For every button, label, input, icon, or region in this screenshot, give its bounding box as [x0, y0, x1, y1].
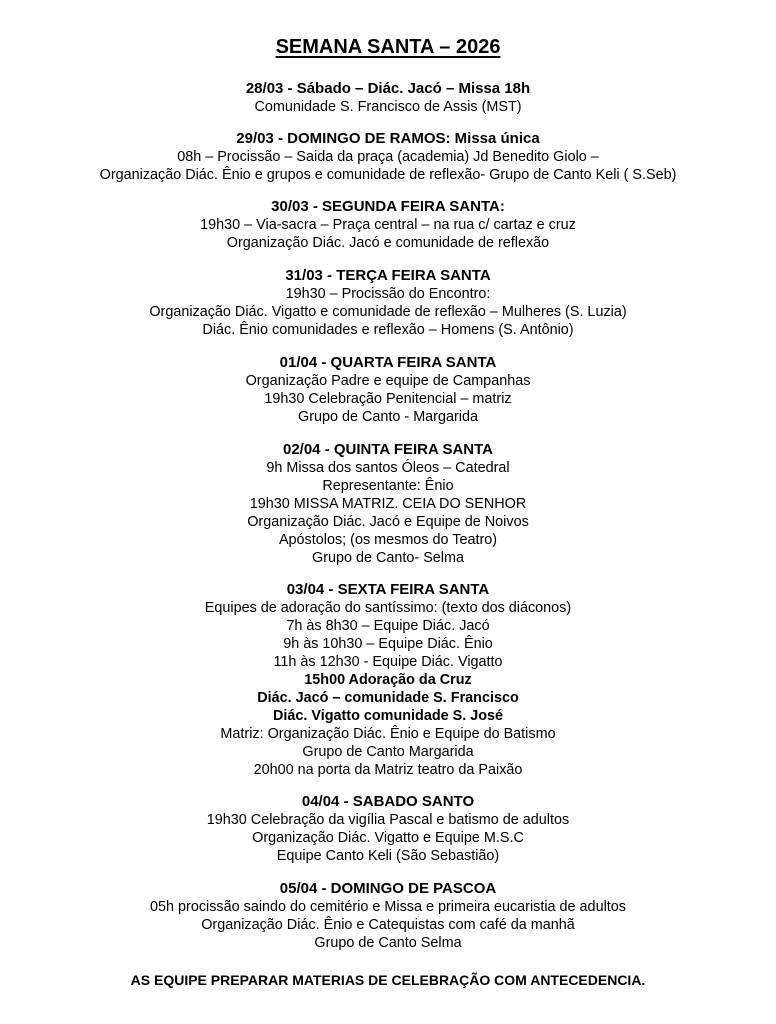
- section-heading: 02/04 - QUINTA FEIRA SANTA: [282, 441, 494, 458]
- section-line: 19h30 Celebração da vigília Pascal e batismo de adultos: [206, 812, 570, 828]
- section-heading: 28/03 - Sábado – Diác. Jacó – Missa 18h: [245, 80, 531, 97]
- section-line: 9h às 10h30 – Equipe Diác. Ênio: [283, 636, 493, 652]
- section-line: 20h00 na porta da Matriz teatro da Paixão: [253, 762, 523, 778]
- section-line: Organização Diác. Ênio e grupos e comunidade de reflexão- Grupo de Canto Keli ( S.Seb): [99, 167, 677, 183]
- schedule-section: [0, 793, 776, 865]
- section-line: 19h30 – Procissão do Encontro:: [285, 286, 491, 302]
- section-line: Equipe Canto Keli (São Sebastião): [276, 848, 500, 864]
- section-line: Comunidade S. Francisco de Assis (MST): [254, 99, 522, 115]
- section-line: Grupo de Canto - Margarida: [298, 409, 478, 425]
- schedule-section: [0, 354, 776, 426]
- section-line: 15h00 Adoração da Cruz: [304, 672, 472, 688]
- section-heading: 01/04 - QUARTA FEIRA SANTA: [279, 354, 497, 371]
- page-title: SEMANA SANTA – 2026: [275, 36, 501, 58]
- section-heading: 29/03 - DOMINGO DE RAMOS: Missa única: [236, 130, 540, 147]
- section-heading: 03/04 - SEXTA FEIRA SANTA: [286, 581, 490, 598]
- section-line: 19h30 – Via-sacra – Praça central – na rua c/ cartaz e cruz: [200, 217, 576, 233]
- section-line: 7h às 8h30 – Equipe Diác. Jacó: [286, 618, 490, 634]
- schedule-section: [0, 880, 776, 952]
- schedule-section: [0, 198, 776, 252]
- section-heading: 31/03 - TERÇA FEIRA SANTA: [285, 267, 491, 284]
- section-heading: 04/04 - SABADO SANTO: [301, 793, 475, 810]
- section-heading: 05/04 - DOMINGO DE PASCOA: [279, 880, 497, 897]
- schedule-section: [0, 441, 776, 567]
- section-line: Grupo de Canto Selma: [314, 935, 462, 951]
- section-heading: 30/03 - SEGUNDA FEIRA SANTA:: [271, 198, 505, 215]
- schedule-section: [0, 581, 776, 779]
- schedule-section: [0, 80, 776, 116]
- section-line: Organização Diác. Ênio e Catequistas com café da manhã: [201, 917, 575, 933]
- schedule-section: [0, 130, 776, 184]
- footer-note: AS EQUIPE PREPARAR MATERIAS DE CELEBRAÇÃO COM ANTECEDENCIA.: [130, 972, 646, 988]
- section-line: Organização Diác. Jacó e comunidade de reflexão: [226, 235, 550, 251]
- section-line: Organização Padre e equipe de Campanhas: [245, 373, 531, 389]
- section-line: Organização Diác. Vigatto e Equipe M.S.C: [252, 830, 524, 846]
- section-line: 9h Missa dos santos Óleos – Catedral: [266, 460, 510, 476]
- section-line: Grupo de Canto- Selma: [312, 550, 464, 566]
- section-line: Matriz: Organização Diác. Ênio e Equipe do Batismo: [220, 726, 556, 742]
- section-line: 19h30 MISSA MATRIZ. CEIA DO SENHOR: [249, 496, 527, 512]
- section-line: 05h procissão saindo do cemitério e Missa e primeira eucaristia de adultos: [150, 899, 626, 915]
- section-line: Organização Diác. Vigatto e comunidade de reflexão – Mulheres (S. Luzia): [149, 304, 627, 320]
- section-line: Equipes de adoração do santíssimo: (texto dos diáconos): [204, 600, 572, 616]
- section-line: Diác. Ênio comunidades e reflexão – Homens (S. Antônio): [202, 322, 574, 338]
- section-line: Diác. Vigatto comunidade S. José: [272, 708, 504, 724]
- section-line: Apóstolos; (os mesmos do Teatro): [278, 532, 498, 548]
- section-line: Representante: Ênio: [322, 478, 454, 494]
- schedule-section: [0, 267, 776, 339]
- section-line: 08h – Procissão – Saida da praça (academia) Jd Benedito Giolo –: [177, 149, 599, 165]
- section-line: 11h às 12h30 - Equipe Diác. Vigatto: [273, 654, 503, 670]
- section-line: Grupo de Canto Margarida: [302, 744, 474, 760]
- section-line: 19h30 Celebração Penitencial – matriz: [264, 391, 512, 407]
- section-line: Diác. Jacó – comunidade S. Francisco: [257, 690, 519, 706]
- section-line: Organização Diác. Jacó e Equipe de Noivos: [247, 514, 529, 530]
